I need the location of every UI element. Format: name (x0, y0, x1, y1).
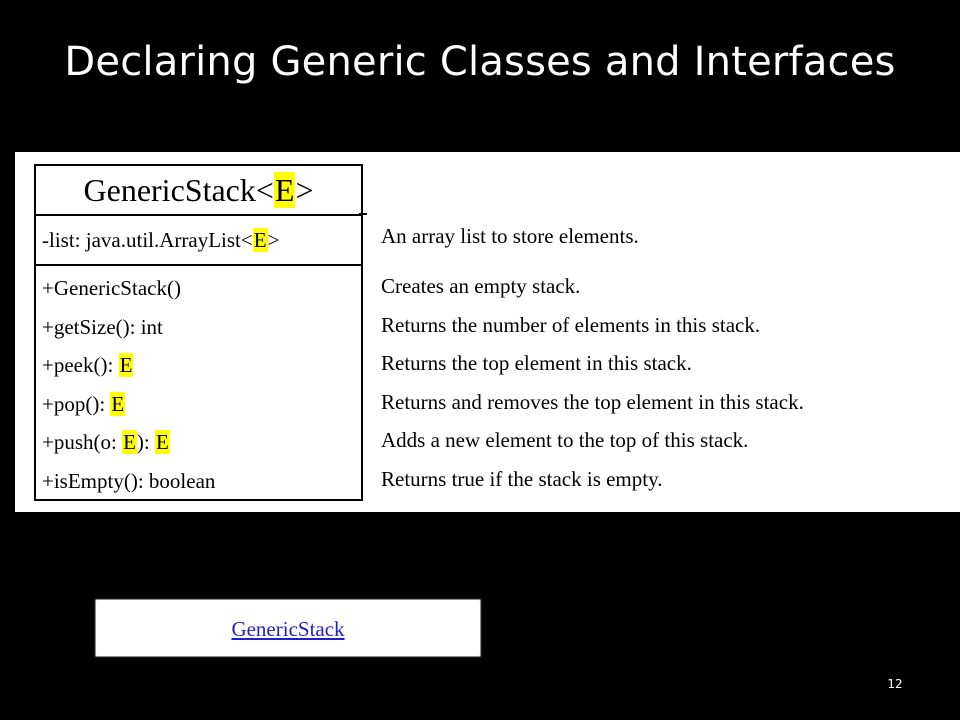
return-type-param: E (156, 430, 169, 454)
method-text-mid: ): (136, 430, 155, 454)
method-pop (42, 385, 361, 424)
description-method: Returns and removes the top element in this stack. (381, 389, 804, 414)
attribute-text: -list: java.util.ArrayList (42, 228, 241, 252)
method-constructor (42, 269, 361, 308)
genericstack-link-box (95, 599, 481, 657)
method-text: +getSize(): int (42, 314, 163, 339)
method-text: +GenericStack() (42, 276, 181, 300)
uml-class-name: GenericStack<E> (36, 166, 361, 216)
uml-methods (36, 266, 361, 500)
method-text: +push(o: (42, 430, 123, 454)
description-method: Returns the number of elements in this stack. (381, 312, 761, 337)
method-peek (42, 346, 361, 385)
method-getsize (42, 308, 361, 347)
method-push (42, 423, 361, 462)
uml-header-tick (359, 213, 367, 215)
param-type-param: E (123, 430, 136, 454)
slide-title: Declaring Generic Classes and Interfaces (64, 39, 896, 85)
genericstack-link[interactable]: GenericStack (231, 617, 345, 641)
uml-class-box (34, 164, 363, 501)
uml-attributes: -list: java.util.ArrayList<E> (36, 216, 361, 266)
description-column (381, 214, 951, 498)
method-text: +isEmpty(): boolean (42, 468, 216, 493)
attribute-type-param: E (253, 228, 267, 252)
class-type-param: E (274, 172, 295, 208)
method-text: +peek(): (42, 353, 119, 377)
description-attribute: An array list to store elements. (381, 224, 639, 248)
return-type-param: E (119, 353, 133, 377)
description-method: Returns true if the stack is empty. (381, 466, 663, 491)
method-text: +pop(): (42, 391, 111, 416)
method-isempty (42, 462, 361, 501)
description-method: Adds a new element to the top of this stack. (381, 428, 749, 452)
description-method: Returns the top element in this stack. (381, 351, 692, 375)
return-type-param: E (111, 391, 125, 416)
description-method: Creates an empty stack. (381, 274, 581, 298)
page-number: 12 (887, 677, 903, 691)
class-name-text: GenericStack (83, 172, 256, 208)
uml-diagram-panel (15, 152, 960, 512)
